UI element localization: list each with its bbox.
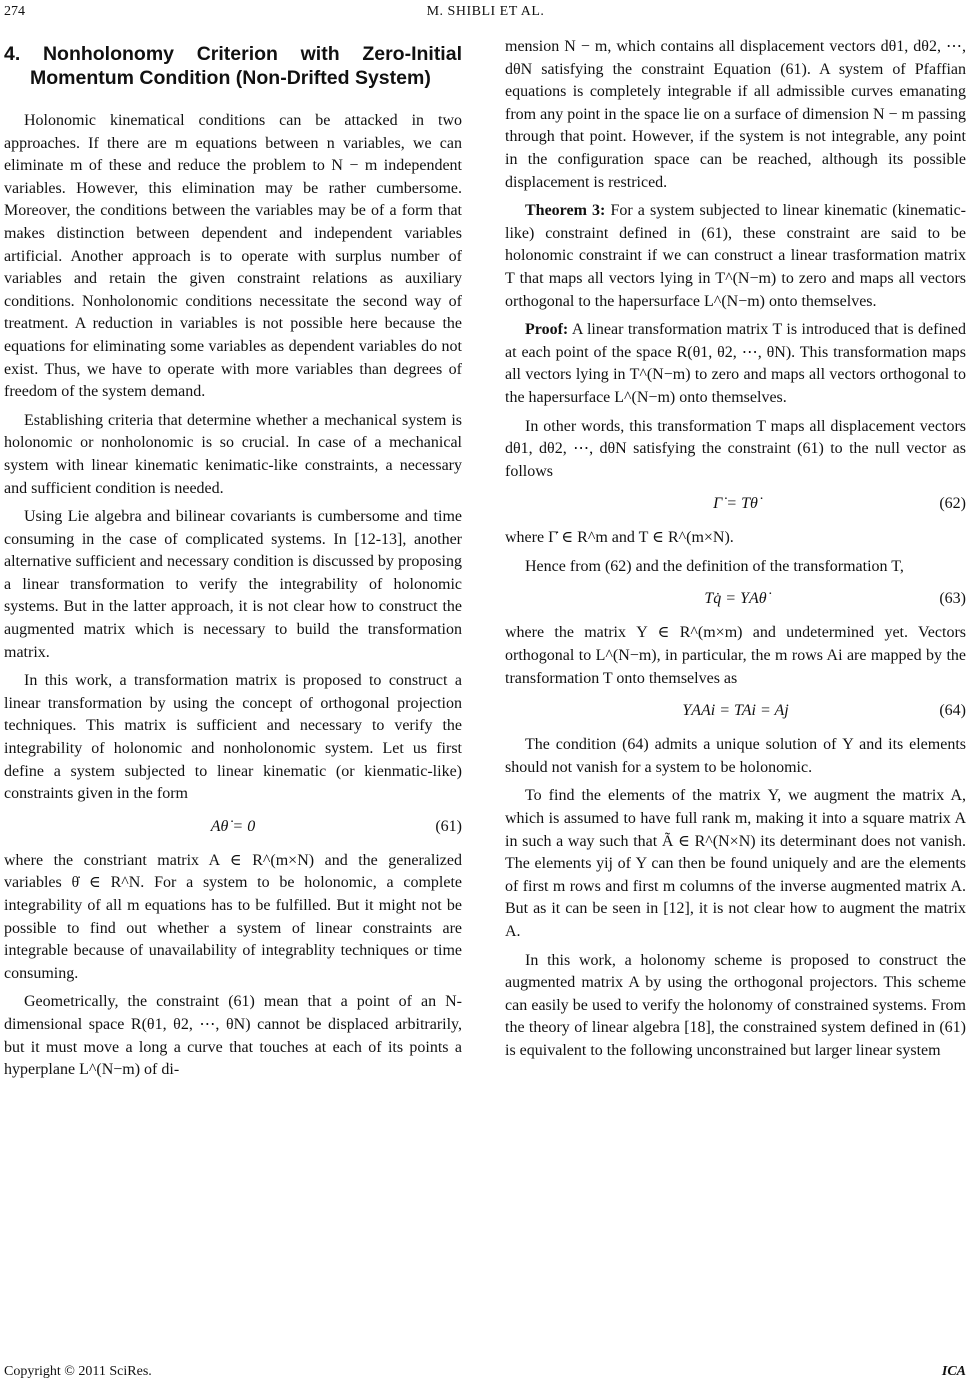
paragraph: where Γ̇ ∈ R^m and T ∈ R^(m×N). xyxy=(505,529,734,547)
equation-number: (64) xyxy=(939,702,966,720)
proof-paragraph xyxy=(505,319,966,409)
equation-62 xyxy=(505,489,966,519)
paragraph: Establishing criteria that determine whether a mechanical system is holonomic or nonholonomic is so crucial. In case of a mechanical system with linear kinematic kenimatic-like constraints, a necessary and sufficient condition is needed. xyxy=(4,411,462,497)
right-column xyxy=(505,36,966,1069)
page-header xyxy=(0,0,971,24)
page-number: 274 xyxy=(4,4,25,19)
proof-text: A linear transformation matrix T is introduced that is defined at each point of the space R(θ1, θ2, ⋯, θN). This transformation maps all vectors lying in T^(N−m) to zero and maps all vectors orthogonal to the hapersurface L^(N−m) onto themselves. xyxy=(505,321,967,406)
proof-label: Proof: xyxy=(525,321,569,339)
equation-63 xyxy=(505,584,966,614)
equation-number: (62) xyxy=(939,495,966,513)
equation-61 xyxy=(4,812,462,842)
paragraph: In other words, this transformation T maps all displacement vectors dθ1, dθ2, ⋯, dθN satisfying the constraint (61) to the null vector as follows xyxy=(505,417,966,480)
copyright: Copyright © 2011 SciRes. xyxy=(4,1364,152,1379)
left-column xyxy=(4,36,462,1088)
theorem-text: For a system subjected to linear kinematic (kinematic-like) constraint defined in (61), these constraint are said to be holonomic constraint if we can construct a linear trasformation matrix T that maps all vectors lying in T^(N−m) to zero and maps all vectors orthogonal to the hapersurface L^(N−m) onto themselves. xyxy=(505,202,967,310)
section-title: 4. Nonholonomy Criterion with Zero-Initial Momentum Condition (Non-Drifted System) xyxy=(4,43,462,89)
paragraph: mension N − m, which contains all displacement vectors dθ1, dθ2, ⋯, dθN satisfying the constraint Equation (61). A system of Pfaffian equations is completely integrable if all admissible curves emanating from any point in the space lie on a surface of dimension N − m passing through that point. However, if the system is not integrable, any point in the configuration space can be reached, although its possible displacement is restriced. xyxy=(505,38,966,191)
paragraph: Hence from (62) and the definition of the transformation T, xyxy=(525,557,904,575)
paragraph: In this work, a transformation matrix is proposed to construct a linear transformation by using the concept of orthogonal projection techniques. This matrix is sufficient and necessary to verify the integrability of holonomic and nonholonomic system. Let us first define a system subjected to linear kinematic (or kienmatic-like) constraints given in the form xyxy=(4,672,462,803)
page-footer xyxy=(4,1364,966,1380)
paragraph: Using Lie algebra and bilinear covariants is cumbersome and time consuming in the case of complicated systems. In [12-13], another alternative sufficient and necessary condition is discussed by proposing a linear transformation to verify the integrability of holonomic systems. But in the latter approach, it is not clear how to construct the augmented matrix which is necessary to build the transformation matrix. xyxy=(4,508,462,661)
equation-body: Tq̇ = ΥAθ̇ xyxy=(704,590,767,608)
equation-number: (61) xyxy=(435,817,462,835)
running-title: M. SHIBLI ET AL. xyxy=(426,4,545,19)
theorem-paragraph xyxy=(505,200,966,313)
paragraph: Holonomic kinematical conditions can be attacked in two approaches. If there are m equations between n variables, we can eliminate m of these and reduce the problem to N − m independent variables. However, this elimination may be rather cumbersome. Moreover, the conditions between the variables may be of a form that makes distinction between dependent and independent variables artificial. Another approach is to operate with surplus number of variables and retain the given constraint relations as auxiliary conditions. Nonholonomic conditions necessitate the second way of treatment. A reduction in variables is not possible here because the equations for eliminating some variables as dependent variables do not exist. Thus, we have to operate with more variables than degrees of freedom of the system demand. xyxy=(4,112,462,401)
theorem-label: Theorem 3: xyxy=(525,202,606,220)
paragraph: where the matrix Υ ∈ R^(m×m) and undetermined yet. Vectors orthogonal to L^(N−m), in particular, the m rows Ai are mapped by the transformation T onto themselves as xyxy=(505,624,966,687)
paragraph: To find the elements of the matrix Υ, we augment the matrix A, which is assumed to have full rank m, making it into a square matrix A in such a way such that Ã ∈ R^(N×N) its determinant does not vanish. The elements yij of Υ can then be found uniquely and are the elements of first m rows and first m columns of the inverse augmented matrix A. But as it can be seen in [12], it is not clear how to augment the matrix A. xyxy=(505,787,966,940)
equation-64 xyxy=(505,696,966,726)
journal-abbrev: ICA xyxy=(941,1364,966,1379)
paragraph: where the constriant matrix A ∈ R^(m×N) and the generalized variables θ̇ ∈ R^N. For a system to be holonomic, a complete integrability of all m equations has to be fulfilled. But it might not be possible to find out whether a system of linear constraints are integrable because of unavailability of integrablity techniques or time consuming. xyxy=(4,851,462,982)
equation-body: Γ̇ = Tθ̇ xyxy=(713,495,758,513)
paragraph: In this work, a holonomy scheme is proposed to construct the augmented matrix A by using the orthogonal projectors. This scheme can easily be used to verify the holonomy of constrained systems. From the theory of linear algebra [18], the constrained system defined in (61) is equivalent to the following unconstrained but larger linear system xyxy=(505,951,966,1059)
equation-body: Aθ̇ = 0 xyxy=(210,817,256,835)
equation-number: (63) xyxy=(939,590,966,608)
paragraph: Geometrically, the constraint (61) mean that a point of an N-dimensional space R(θ1, θ2, ⋯, θN) cannot be displaced arbitrarily, but it must move a long a curve that touches at each of its points a hyperplane L^(N−m) of di- xyxy=(4,993,462,1079)
equation-body: ΥAAi = TAi = Aj xyxy=(682,702,789,720)
paragraph: The condition (64) admits a unique solution of Υ and its elements should not vanish for a system to be holonomic. xyxy=(505,736,966,776)
